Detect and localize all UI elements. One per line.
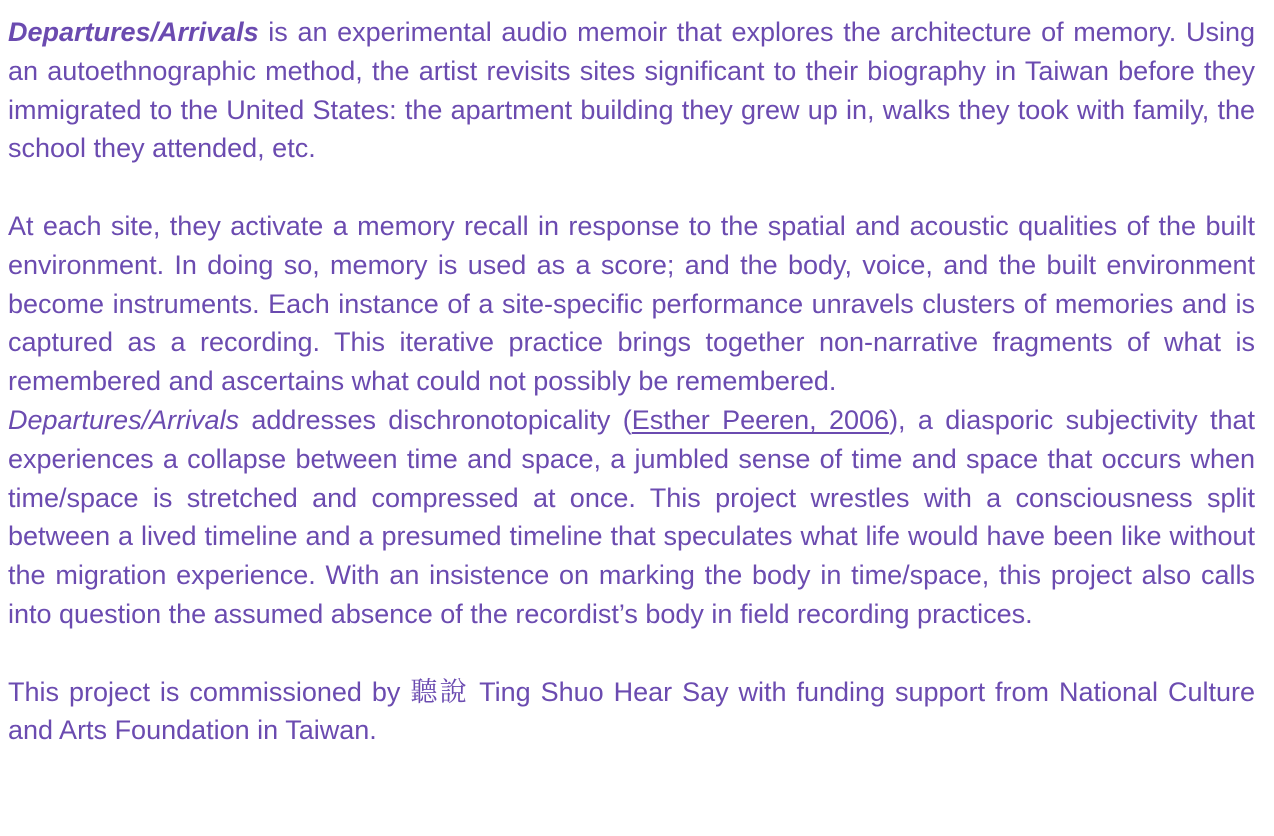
concept-text-after-link: ), a diasporic subjectivity that experiences a collapse between time and space, a jumbled sense of time and space that occurs when time/space is stretched and compressed at once. This project wrestles with a consciousness split between a lived timeline and a presumed timeline that speculates what life would have been like without the migration experience. With an insistence on marking the body in time/space, this project also calls into question the assumed absence of the recordist’s body in field recording practices. <box>8 404 1256 629</box>
concept-paragraph <box>8 401 1255 634</box>
method-paragraph <box>8 207 1255 401</box>
paragraph-spacer <box>8 634 1255 673</box>
credits-text: This project is commissioned by 聽說 Ting Shuo Hear Say with funding support from National Culture and Arts Foundation in Taiwan. <box>8 676 1255 746</box>
concept-text-before-link: addresses dischronotopicality ( <box>239 404 632 435</box>
credits-paragraph <box>8 673 1255 751</box>
intro-paragraph <box>8 13 1255 168</box>
method-text: At each site, they activate a memory recall in response to the spatial and acoustic qualities of the built environment. In doing so, memory is used as a score; and the body, voice, and the built environment become instruments. Each instance of a site-specific performance unravels clusters of memories and is captured as a recording. This iterative practice brings together non-narrative fragments of what is remembered and ascertains what could not possibly be remembered. <box>8 210 1255 397</box>
memoir-description <box>8 13 1255 750</box>
citation-link[interactable]: Esther Peeren, 2006 <box>631 404 890 435</box>
paragraph-spacer <box>8 168 1255 207</box>
intro-text: is an experimental audio memoir that explores the architecture of memory. Using an autoethnographic method, the artist revisits sites significant to their biography in Taiwan before they immigrated to the United States: the apartment building they grew up in, walks they took with family, the school they attended, etc. <box>8 17 1255 164</box>
project-title: Departures/Arrivals <box>8 17 259 47</box>
project-title-italic: Departures/Arrivals <box>8 404 240 435</box>
